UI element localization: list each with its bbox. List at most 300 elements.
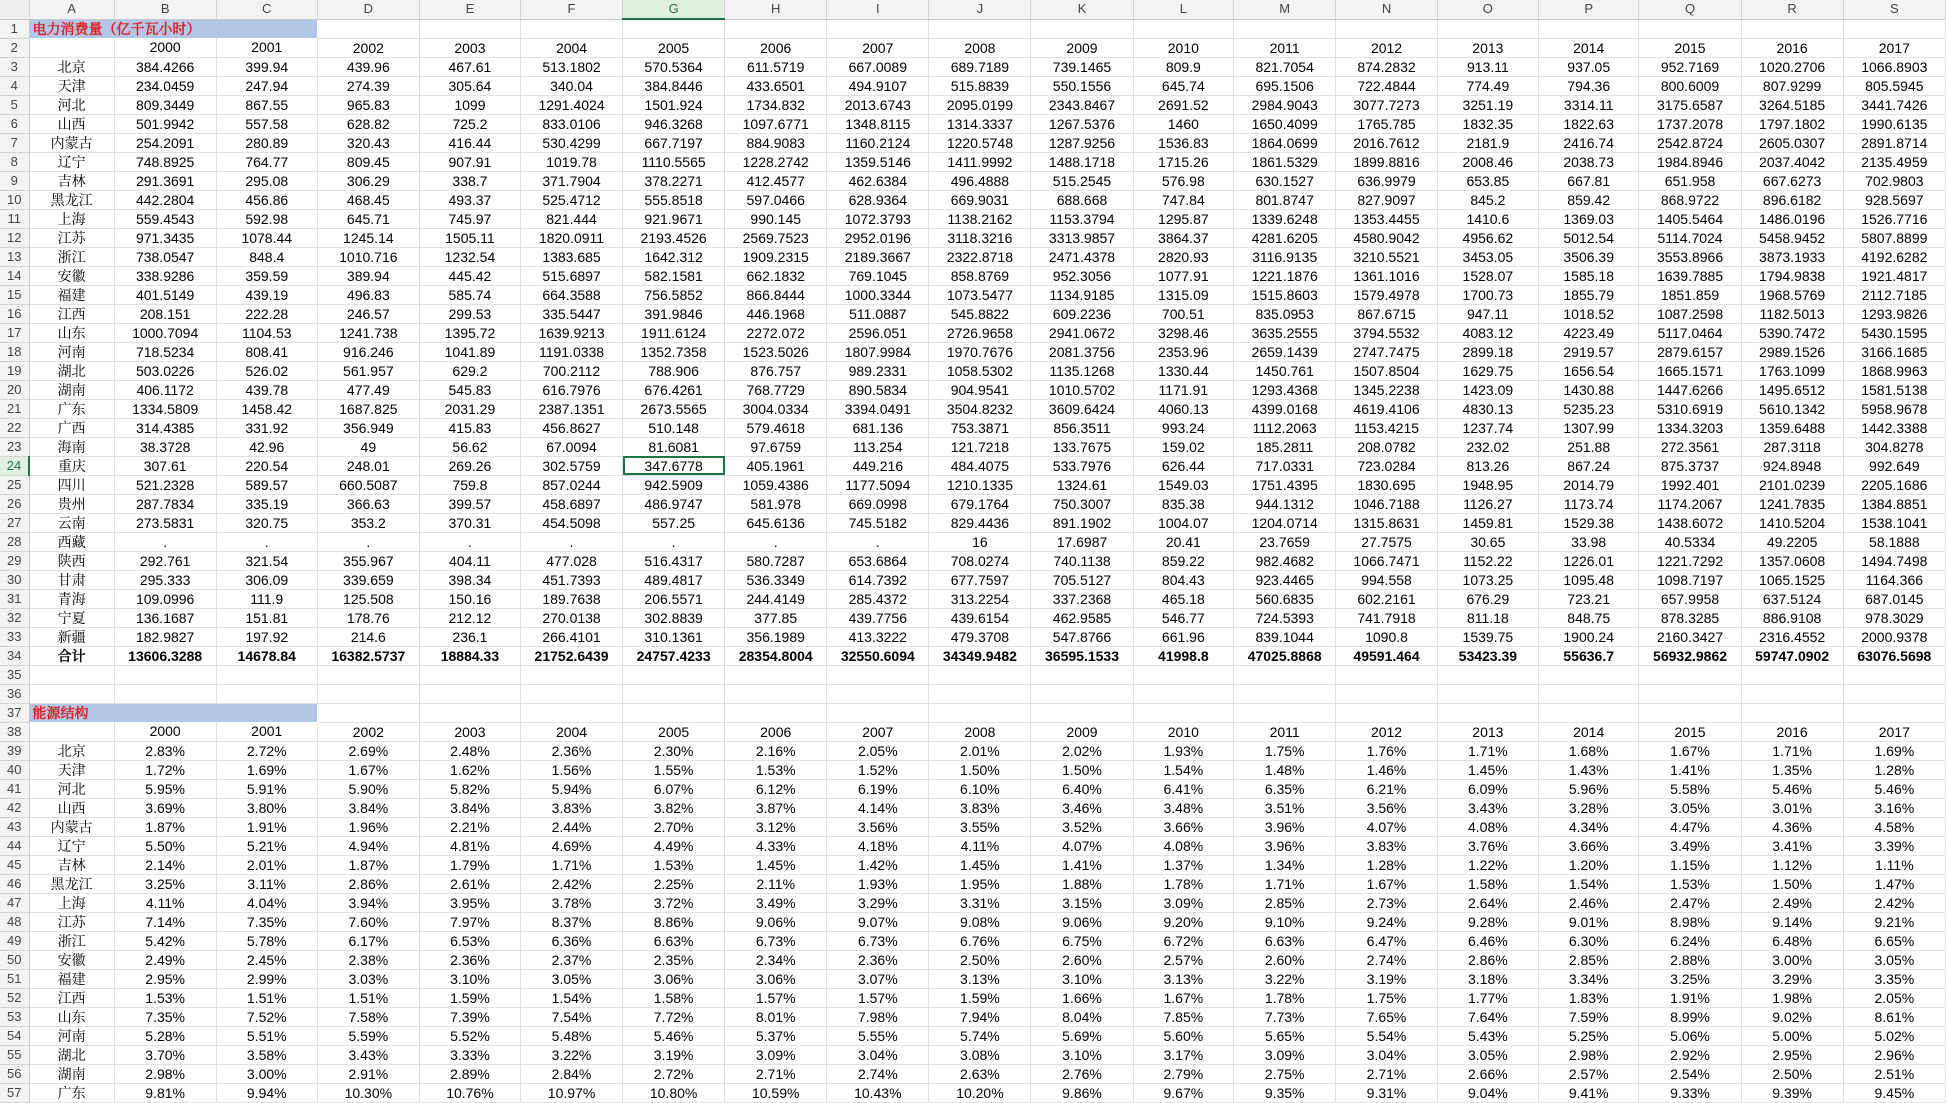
cell[interactable]: 3.10% bbox=[419, 969, 520, 988]
cell[interactable]: 2542.8724 bbox=[1639, 133, 1741, 152]
cell[interactable]: 1066.8903 bbox=[1843, 57, 1945, 76]
cell[interactable]: 827.9097 bbox=[1336, 190, 1438, 209]
row-header[interactable]: 29 bbox=[0, 551, 29, 570]
cell[interactable]: 6.48% bbox=[1741, 931, 1843, 950]
cell[interactable]: 1970.7676 bbox=[929, 342, 1031, 361]
cell[interactable]: 1899.8816 bbox=[1336, 152, 1438, 171]
cell[interactable]: 2343.8467 bbox=[1031, 95, 1133, 114]
cell[interactable]: 3251.19 bbox=[1437, 95, 1538, 114]
cell[interactable]: 1549.03 bbox=[1133, 475, 1234, 494]
cell[interactable]: 2.14% bbox=[114, 855, 216, 874]
cell[interactable]: 1293.4368 bbox=[1234, 380, 1336, 399]
cell[interactable]: 1182.5013 bbox=[1741, 304, 1843, 323]
cell[interactable] bbox=[1031, 684, 1133, 703]
cell[interactable]: 756.5852 bbox=[623, 285, 725, 304]
cell[interactable]: 1.69% bbox=[1843, 741, 1945, 760]
year-header[interactable]: 2007 bbox=[827, 722, 929, 741]
row-header[interactable]: 1 bbox=[0, 19, 29, 38]
cell[interactable]: 9.24% bbox=[1336, 912, 1438, 931]
cell[interactable]: 829.4436 bbox=[929, 513, 1031, 532]
cell[interactable]: 687.0145 bbox=[1843, 589, 1945, 608]
cell[interactable]: 1010.5702 bbox=[1031, 380, 1133, 399]
cell[interactable]: 2.35% bbox=[623, 950, 725, 969]
cell[interactable] bbox=[929, 703, 1031, 722]
cell[interactable]: 304.8278 bbox=[1843, 437, 1945, 456]
cell[interactable] bbox=[520, 19, 622, 38]
cell[interactable] bbox=[1437, 19, 1538, 38]
cell[interactable]: 1.42% bbox=[827, 855, 929, 874]
cell[interactable]: 178.76 bbox=[317, 608, 419, 627]
cell[interactable]: 669.9031 bbox=[929, 190, 1031, 209]
cell[interactable]: 272.3561 bbox=[1639, 437, 1741, 456]
cell[interactable]: 3.82% bbox=[623, 798, 725, 817]
cell[interactable]: 3.49% bbox=[725, 893, 827, 912]
cell[interactable]: 1314.3337 bbox=[929, 114, 1031, 133]
cell[interactable]: 4.36% bbox=[1741, 817, 1843, 836]
cell[interactable]: 1488.1718 bbox=[1031, 152, 1133, 171]
cell[interactable]: 2135.4959 bbox=[1843, 152, 1945, 171]
column-header-o[interactable]: O bbox=[1437, 0, 1538, 19]
cell[interactable]: 9.67% bbox=[1133, 1083, 1234, 1102]
cell[interactable]: 7.72% bbox=[623, 1007, 725, 1026]
column-header-m[interactable]: M bbox=[1234, 0, 1336, 19]
cell[interactable]: 5.02% bbox=[1843, 1026, 1945, 1045]
cell[interactable]: 990.145 bbox=[725, 209, 827, 228]
cell[interactable]: 6.07% bbox=[623, 779, 725, 798]
cell[interactable]: 1797.1802 bbox=[1741, 114, 1843, 133]
cell[interactable]: 2.48% bbox=[419, 741, 520, 760]
year-header[interactable]: 2004 bbox=[520, 38, 622, 57]
cell[interactable]: . bbox=[827, 532, 929, 551]
cell[interactable]: 2.64% bbox=[1437, 893, 1538, 912]
cell[interactable]: 1.41% bbox=[1639, 760, 1741, 779]
cell[interactable] bbox=[1437, 703, 1538, 722]
cell[interactable]: 1868.9963 bbox=[1843, 361, 1945, 380]
row-header[interactable]: 30 bbox=[0, 570, 29, 589]
cell[interactable]: 6.17% bbox=[317, 931, 419, 950]
cell[interactable]: 2.74% bbox=[1336, 950, 1438, 969]
cell[interactable] bbox=[623, 665, 725, 684]
cell[interactable]: 1656.54 bbox=[1538, 361, 1639, 380]
year-header[interactable]: 2015 bbox=[1639, 38, 1741, 57]
cell[interactable]: 1.75% bbox=[1336, 988, 1438, 1007]
cell[interactable]: 446.1968 bbox=[725, 304, 827, 323]
cell[interactable]: 745.5182 bbox=[827, 513, 929, 532]
cell[interactable]: 6.21% bbox=[1336, 779, 1438, 798]
cell[interactable]: 266.4101 bbox=[520, 627, 622, 646]
cell[interactable]: 234.0459 bbox=[114, 76, 216, 95]
cell[interactable]: 947.11 bbox=[1437, 304, 1538, 323]
cell[interactable]: 西藏 bbox=[29, 532, 114, 551]
cell[interactable]: 2.92% bbox=[1639, 1045, 1741, 1064]
cell[interactable] bbox=[29, 665, 114, 684]
row-header[interactable]: 26 bbox=[0, 494, 29, 513]
cell[interactable]: 1.75% bbox=[1234, 741, 1336, 760]
cell[interactable]: 3004.0334 bbox=[725, 399, 827, 418]
cell[interactable]: 3.29% bbox=[827, 893, 929, 912]
cell[interactable]: 2016.7612 bbox=[1336, 133, 1438, 152]
cell[interactable]: 4192.6282 bbox=[1843, 247, 1945, 266]
cell[interactable]: 545.83 bbox=[419, 380, 520, 399]
cell[interactable]: 13606.3288 bbox=[114, 646, 216, 665]
cell[interactable]: 3.52% bbox=[1031, 817, 1133, 836]
cell[interactable] bbox=[623, 703, 725, 722]
cell[interactable]: 1442.3388 bbox=[1843, 418, 1945, 437]
row-header[interactable]: 24 bbox=[0, 456, 29, 475]
cell[interactable]: 679.1764 bbox=[929, 494, 1031, 513]
cell[interactable]: 1734.832 bbox=[725, 95, 827, 114]
cell[interactable]: 江苏 bbox=[29, 228, 114, 247]
column-header-i[interactable]: I bbox=[827, 0, 929, 19]
row-header[interactable]: 27 bbox=[0, 513, 29, 532]
cell[interactable]: 1353.4455 bbox=[1336, 209, 1438, 228]
cell[interactable]: 1097.6771 bbox=[725, 114, 827, 133]
cell[interactable]: 56.62 bbox=[419, 437, 520, 456]
cell[interactable]: 725.2 bbox=[419, 114, 520, 133]
row-header[interactable]: 15 bbox=[0, 285, 29, 304]
cell[interactable]: 1715.26 bbox=[1133, 152, 1234, 171]
cell[interactable]: 1.69% bbox=[216, 760, 317, 779]
cell[interactable]: 1.58% bbox=[623, 988, 725, 1007]
cell[interactable]: 7.14% bbox=[114, 912, 216, 931]
cell[interactable]: 5.52% bbox=[419, 1026, 520, 1045]
row-header[interactable]: 45 bbox=[0, 855, 29, 874]
cell[interactable]: 1.20% bbox=[1538, 855, 1639, 874]
cell[interactable]: 1098.7197 bbox=[1639, 570, 1741, 589]
cell[interactable]: 415.83 bbox=[419, 418, 520, 437]
row-header[interactable]: 2 bbox=[0, 38, 29, 57]
cell[interactable]: 6.09% bbox=[1437, 779, 1538, 798]
cell[interactable]: 1864.0699 bbox=[1234, 133, 1336, 152]
cell[interactable]: 295.333 bbox=[114, 570, 216, 589]
cell[interactable]: 5.96% bbox=[1538, 779, 1639, 798]
cell[interactable]: 5.06% bbox=[1639, 1026, 1741, 1045]
cell[interactable]: 111.9 bbox=[216, 589, 317, 608]
cell[interactable]: 福建 bbox=[29, 969, 114, 988]
cell[interactable]: 1073.25 bbox=[1437, 570, 1538, 589]
row-header[interactable]: 11 bbox=[0, 209, 29, 228]
cell[interactable]: 653.85 bbox=[1437, 171, 1538, 190]
cell[interactable]: 1.55% bbox=[623, 760, 725, 779]
cell[interactable]: 208.151 bbox=[114, 304, 216, 323]
cell[interactable]: 439.78 bbox=[216, 380, 317, 399]
cell[interactable]: 451.7393 bbox=[520, 570, 622, 589]
cell[interactable]: 黑龙江 bbox=[29, 190, 114, 209]
cell[interactable]: 63076.5698 bbox=[1843, 646, 1945, 665]
cell[interactable]: 355.967 bbox=[317, 551, 419, 570]
cell[interactable]: 660.5087 bbox=[317, 475, 419, 494]
cell[interactable]: 24757.4233 bbox=[623, 646, 725, 665]
cell[interactable]: 1210.1335 bbox=[929, 475, 1031, 494]
cell[interactable]: 723.0284 bbox=[1336, 456, 1438, 475]
cell[interactable]: 2031.29 bbox=[419, 399, 520, 418]
cell[interactable]: 3.09% bbox=[1133, 893, 1234, 912]
cell[interactable]: 1077.91 bbox=[1133, 266, 1234, 285]
cell[interactable]: 511.0887 bbox=[827, 304, 929, 323]
cell[interactable]: 3.41% bbox=[1741, 836, 1843, 855]
cell[interactable]: 768.7729 bbox=[725, 380, 827, 399]
cell[interactable]: 2.21% bbox=[419, 817, 520, 836]
cell[interactable]: 3.25% bbox=[114, 874, 216, 893]
cell[interactable]: 5.28% bbox=[114, 1026, 216, 1045]
cell[interactable] bbox=[1741, 703, 1843, 722]
cell[interactable]: 874.2832 bbox=[1336, 57, 1438, 76]
cell[interactable]: 4830.13 bbox=[1437, 399, 1538, 418]
cell[interactable]: 6.24% bbox=[1639, 931, 1741, 950]
cell[interactable]: 1515.8603 bbox=[1234, 285, 1336, 304]
cell[interactable]: 3298.46 bbox=[1133, 323, 1234, 342]
cell[interactable]: 398.34 bbox=[419, 570, 520, 589]
cell[interactable]: 496.83 bbox=[317, 285, 419, 304]
cell[interactable]: 1832.35 bbox=[1437, 114, 1538, 133]
cell[interactable]: 581.978 bbox=[725, 494, 827, 513]
cell[interactable]: 27.7575 bbox=[1336, 532, 1438, 551]
cell[interactable]: 3.43% bbox=[317, 1045, 419, 1064]
cell[interactable]: 944.1312 bbox=[1234, 494, 1336, 513]
cell[interactable]: 2.36% bbox=[520, 741, 622, 760]
cell[interactable]: 6.63% bbox=[623, 931, 725, 950]
cell[interactable]: 7.52% bbox=[216, 1007, 317, 1026]
cell[interactable]: 602.2161 bbox=[1336, 589, 1438, 608]
cell[interactable]: 467.61 bbox=[419, 57, 520, 76]
cell[interactable]: 黑龙江 bbox=[29, 874, 114, 893]
cell[interactable]: 1.50% bbox=[929, 760, 1031, 779]
cell[interactable]: 589.57 bbox=[216, 475, 317, 494]
cell[interactable]: 516.4317 bbox=[623, 551, 725, 570]
cell[interactable]: 557.58 bbox=[216, 114, 317, 133]
cell[interactable]: 1.87% bbox=[317, 855, 419, 874]
cell[interactable]: 7.97% bbox=[419, 912, 520, 931]
cell[interactable]: 3.00% bbox=[216, 1064, 317, 1083]
cell[interactable]: 3506.39 bbox=[1538, 247, 1639, 266]
cell[interactable]: 1.58% bbox=[1437, 874, 1538, 893]
cell[interactable]: 2.96% bbox=[1843, 1045, 1945, 1064]
cell[interactable]: 2.75% bbox=[1234, 1064, 1336, 1083]
cell[interactable]: 1410.5204 bbox=[1741, 513, 1843, 532]
cell[interactable]: 9.06% bbox=[1031, 912, 1133, 931]
cell[interactable]: 北京 bbox=[29, 57, 114, 76]
cell[interactable]: 1.93% bbox=[1133, 741, 1234, 760]
cell[interactable]: 287.7834 bbox=[114, 494, 216, 513]
row-header[interactable]: 25 bbox=[0, 475, 29, 494]
cell[interactable]: 1.93% bbox=[827, 874, 929, 893]
cell[interactable]: 547.8766 bbox=[1031, 627, 1133, 646]
cell[interactable]: 福建 bbox=[29, 285, 114, 304]
cell[interactable]: 3.56% bbox=[827, 817, 929, 836]
cell[interactable]: 636.9979 bbox=[1336, 171, 1438, 190]
cell[interactable]: 3609.6424 bbox=[1031, 399, 1133, 418]
cell[interactable]: 9.14% bbox=[1741, 912, 1843, 931]
cell[interactable]: 280.89 bbox=[216, 133, 317, 152]
row-header[interactable]: 51 bbox=[0, 969, 29, 988]
cell[interactable]: 2569.7523 bbox=[725, 228, 827, 247]
cell[interactable]: 1324.61 bbox=[1031, 475, 1133, 494]
cell[interactable]: 山东 bbox=[29, 323, 114, 342]
cell[interactable]: 2.34% bbox=[725, 950, 827, 969]
cell[interactable]: 辽宁 bbox=[29, 152, 114, 171]
cell[interactable]: 1359.5146 bbox=[827, 152, 929, 171]
cell[interactable]: 1078.44 bbox=[216, 228, 317, 247]
cell[interactable]: 1245.14 bbox=[317, 228, 419, 247]
cell[interactable]: 5.59% bbox=[317, 1026, 419, 1045]
cell[interactable]: 10.97% bbox=[520, 1083, 622, 1102]
cell[interactable]: 1384.8851 bbox=[1843, 494, 1945, 513]
cell[interactable]: 2726.9658 bbox=[929, 323, 1031, 342]
cell[interactable]: 1334.5809 bbox=[114, 399, 216, 418]
cell[interactable] bbox=[419, 684, 520, 703]
cell[interactable]: 2.51% bbox=[1843, 1064, 1945, 1083]
cell[interactable]: 2.36% bbox=[419, 950, 520, 969]
cell[interactable]: 1.76% bbox=[1336, 741, 1438, 760]
cell[interactable]: 2.37% bbox=[520, 950, 622, 969]
cell[interactable]: 5117.0464 bbox=[1639, 323, 1741, 342]
cell[interactable]: 6.35% bbox=[1234, 779, 1336, 798]
cell[interactable]: 1059.4386 bbox=[725, 475, 827, 494]
cell[interactable]: 724.5393 bbox=[1234, 608, 1336, 627]
cell[interactable]: 3.49% bbox=[1639, 836, 1741, 855]
row-header[interactable]: 31 bbox=[0, 589, 29, 608]
cell[interactable]: 486.9747 bbox=[623, 494, 725, 513]
year-header[interactable]: 2005 bbox=[623, 38, 725, 57]
cell[interactable]: 695.1506 bbox=[1234, 76, 1336, 95]
cell[interactable]: 1.34% bbox=[1234, 855, 1336, 874]
cell[interactable] bbox=[317, 19, 419, 38]
cell[interactable] bbox=[317, 703, 419, 722]
cell[interactable]: 833.0106 bbox=[520, 114, 622, 133]
cell[interactable]: 2.25% bbox=[623, 874, 725, 893]
cell[interactable]: 1315.09 bbox=[1133, 285, 1234, 304]
cell[interactable]: 1.95% bbox=[929, 874, 1031, 893]
cell[interactable]: 801.8747 bbox=[1234, 190, 1336, 209]
cell[interactable]: 1.96% bbox=[317, 817, 419, 836]
cell[interactable]: 4.08% bbox=[1437, 817, 1538, 836]
cell[interactable]: 1018.52 bbox=[1538, 304, 1639, 323]
cell[interactable]: 辽宁 bbox=[29, 836, 114, 855]
cell[interactable]: 2.86% bbox=[1437, 950, 1538, 969]
cell[interactable] bbox=[317, 684, 419, 703]
cell[interactable]: 1.72% bbox=[114, 760, 216, 779]
cell[interactable]: 1345.2238 bbox=[1336, 380, 1438, 399]
cell[interactable]: 浙江 bbox=[29, 247, 114, 266]
cell[interactable]: 928.5697 bbox=[1843, 190, 1945, 209]
cell[interactable]: 109.0996 bbox=[114, 589, 216, 608]
cell[interactable]: 1171.91 bbox=[1133, 380, 1234, 399]
cell[interactable]: . bbox=[623, 532, 725, 551]
column-header-s[interactable]: S bbox=[1843, 0, 1945, 19]
cell[interactable]: 浙江 bbox=[29, 931, 114, 950]
cell[interactable] bbox=[1031, 19, 1133, 38]
cell[interactable]: 7.35% bbox=[114, 1007, 216, 1026]
cell[interactable]: 广西 bbox=[29, 418, 114, 437]
row-header[interactable]: 40 bbox=[0, 760, 29, 779]
cell[interactable] bbox=[1234, 665, 1336, 684]
cell[interactable]: 9.86% bbox=[1031, 1083, 1133, 1102]
cell[interactable]: 4.34% bbox=[1538, 817, 1639, 836]
cell[interactable]: 1459.81 bbox=[1437, 513, 1538, 532]
cell[interactable]: 904.9541 bbox=[929, 380, 1031, 399]
cell[interactable]: 236.1 bbox=[419, 627, 520, 646]
cell[interactable]: 248.01 bbox=[317, 456, 419, 475]
cell[interactable]: 2.69% bbox=[317, 741, 419, 760]
cell[interactable]: 1.62% bbox=[419, 760, 520, 779]
cell[interactable]: 1204.0714 bbox=[1234, 513, 1336, 532]
cell[interactable] bbox=[520, 703, 622, 722]
cell[interactable] bbox=[1133, 684, 1234, 703]
cell[interactable]: 3.17% bbox=[1133, 1045, 1234, 1064]
cell[interactable] bbox=[1538, 703, 1639, 722]
cell[interactable]: 1153.4215 bbox=[1336, 418, 1438, 437]
cell[interactable]: 1536.83 bbox=[1133, 133, 1234, 152]
year-header[interactable]: 2012 bbox=[1336, 722, 1438, 741]
cell[interactable] bbox=[1741, 19, 1843, 38]
cell[interactable]: 1000.7094 bbox=[114, 323, 216, 342]
cell[interactable] bbox=[1133, 665, 1234, 684]
cell[interactable]: 1020.2706 bbox=[1741, 57, 1843, 76]
cell[interactable]: 3.03% bbox=[317, 969, 419, 988]
cell[interactable]: 1.35% bbox=[1741, 760, 1843, 779]
cell[interactable]: 630.1527 bbox=[1234, 171, 1336, 190]
cell[interactable]: 1112.2063 bbox=[1234, 418, 1336, 437]
cell[interactable]: . bbox=[114, 532, 216, 551]
cell[interactable]: 1087.2598 bbox=[1639, 304, 1741, 323]
cell[interactable]: 3313.9857 bbox=[1031, 228, 1133, 247]
cell[interactable]: 2.85% bbox=[1538, 950, 1639, 969]
cell[interactable]: 3.84% bbox=[419, 798, 520, 817]
cell[interactable]: 4.07% bbox=[1336, 817, 1438, 836]
cell[interactable]: 1423.09 bbox=[1437, 380, 1538, 399]
cell[interactable]: 442.2804 bbox=[114, 190, 216, 209]
cell[interactable]: 2.36% bbox=[827, 950, 929, 969]
row-header[interactable]: 22 bbox=[0, 418, 29, 437]
cell[interactable] bbox=[216, 665, 317, 684]
cell[interactable]: 1830.695 bbox=[1336, 475, 1438, 494]
select-all-corner[interactable] bbox=[0, 0, 29, 19]
cell[interactable]: 378.2271 bbox=[623, 171, 725, 190]
cell[interactable] bbox=[1234, 703, 1336, 722]
cell[interactable]: 5.51% bbox=[216, 1026, 317, 1045]
cell[interactable]: 353.2 bbox=[317, 513, 419, 532]
year-header[interactable]: 2008 bbox=[929, 722, 1031, 741]
cell[interactable]: 809.3449 bbox=[114, 95, 216, 114]
row-header[interactable]: 44 bbox=[0, 836, 29, 855]
cell[interactable]: 439.19 bbox=[216, 285, 317, 304]
cell[interactable]: 2879.6157 bbox=[1639, 342, 1741, 361]
cell[interactable]: 9.01% bbox=[1538, 912, 1639, 931]
cell[interactable]: 1529.38 bbox=[1538, 513, 1639, 532]
cell[interactable]: 1.91% bbox=[1639, 988, 1741, 1007]
column-header-e[interactable]: E bbox=[419, 0, 520, 19]
cell[interactable]: 6.76% bbox=[929, 931, 1031, 950]
cell[interactable]: 570.5364 bbox=[623, 57, 725, 76]
cell[interactable]: 吉林 bbox=[29, 171, 114, 190]
cell[interactable]: 536.3349 bbox=[725, 570, 827, 589]
cell[interactable]: 747.84 bbox=[1133, 190, 1234, 209]
cell[interactable]: 1639.9213 bbox=[520, 323, 622, 342]
cell[interactable]: 59747.0902 bbox=[1741, 646, 1843, 665]
cell[interactable]: 592.98 bbox=[216, 209, 317, 228]
cell[interactable]: 1369.03 bbox=[1538, 209, 1639, 228]
cell[interactable]: 湖北 bbox=[29, 1045, 114, 1064]
cell[interactable]: 5958.9678 bbox=[1843, 399, 1945, 418]
cell[interactable] bbox=[623, 19, 725, 38]
cell[interactable]: 3.72% bbox=[623, 893, 725, 912]
cell[interactable]: 121.7218 bbox=[929, 437, 1031, 456]
year-header[interactable]: 2001 bbox=[216, 38, 317, 57]
cell[interactable]: 2.79% bbox=[1133, 1064, 1234, 1083]
cell[interactable] bbox=[1437, 665, 1538, 684]
year-header[interactable]: 2001 bbox=[216, 722, 317, 741]
cell[interactable]: 2989.1526 bbox=[1741, 342, 1843, 361]
